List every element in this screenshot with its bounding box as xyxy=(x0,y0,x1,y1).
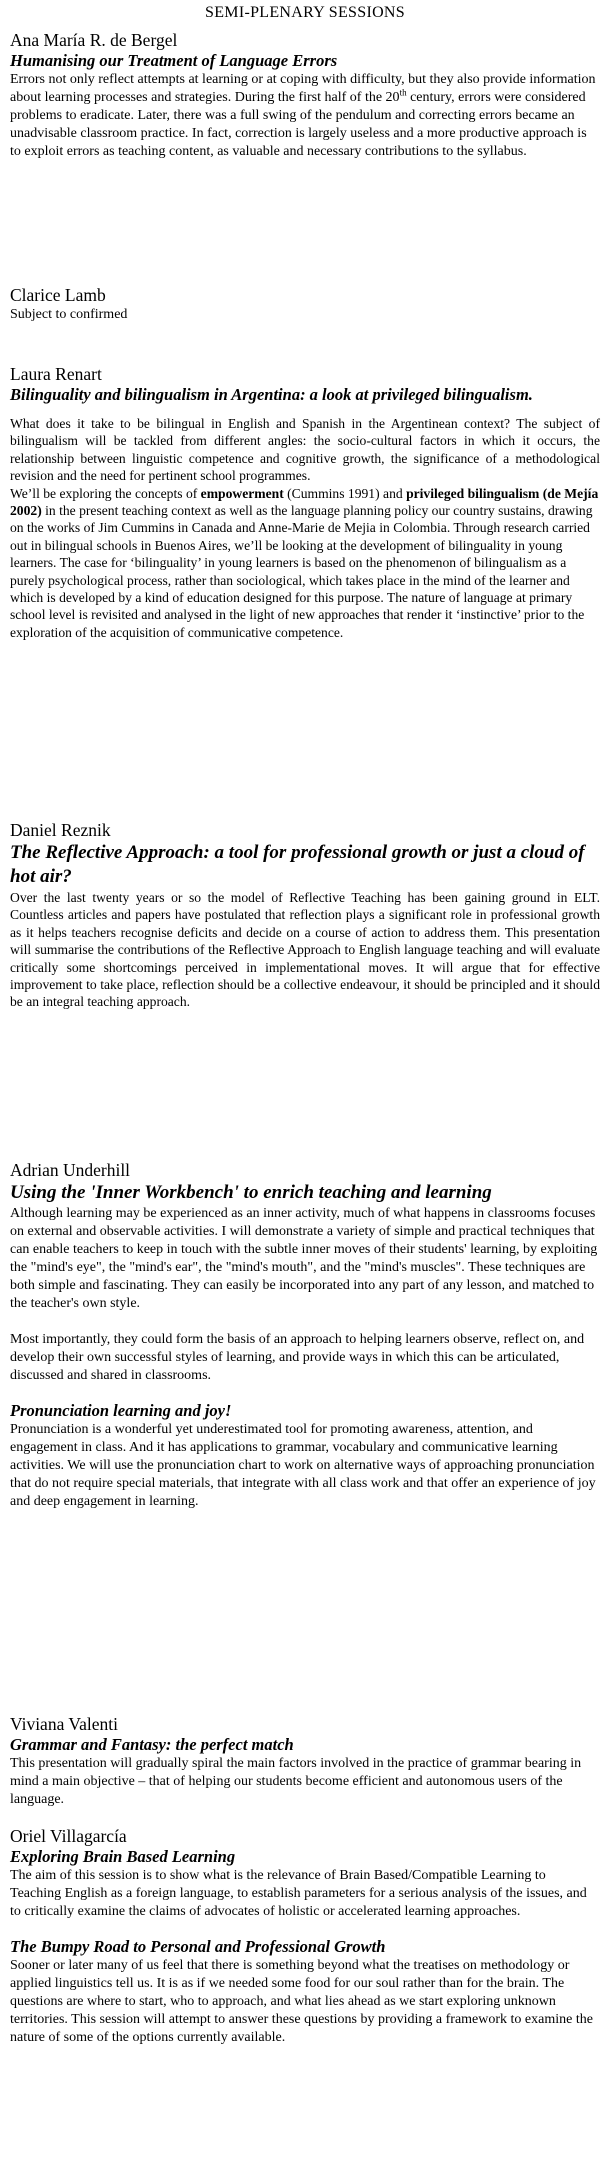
talk-abstract: Errors not only reflect attempts at learning or at coping with difficulty, but they also provide information about learning processes and strategies. During the first half of the 20th century, errors were considered problems to eradicate. Later, there was a full swing of the pendulum and correcting errors became an unadvisable classroom practice. In fact, correction is largely useless and a more productive approach is to exploit errors as teaching content, as valuable and necessary contributions to the syllabus. xyxy=(10,72,596,159)
session-bergel xyxy=(10,30,600,161)
speaker-name: Clarice Lamb xyxy=(10,285,106,305)
second-talk-title: Pronunciation learning and joy! xyxy=(10,1401,232,1420)
document-page xyxy=(10,0,600,2045)
talk-title: Exploring Brain Based Learning xyxy=(10,1847,236,1866)
session-lamb xyxy=(10,285,600,324)
speaker-name: Oriel Villagarcía xyxy=(10,1826,127,1846)
page-title: SEMI-PLENARY SESSIONS xyxy=(205,4,405,21)
session-reznik xyxy=(10,820,600,1011)
session-valenti xyxy=(10,1714,600,1809)
talk-abstract: The aim of this session is to show what is the relevance of Brain Based/Compatible Learning to Teaching English as a foreign language, to establish parameters for a serious analysis of the issues, and to critically examine the claims of advocates of holistic or accelerated learning approaches. xyxy=(10,1868,587,1919)
talk-abstract-paragraph: We’ll be exploring the concepts of empowerment (Cummins 1991) and privileged bilingualism (de Mejía 2002) in the present teaching context as well as the language planning policy our country sustains, drawing on the works of Jim Cummins in Canada and Anne-Marie de Mejia in Colombia. Through research carried out in bilingual schools in Buenos Aires, we’ll be looking at the development of bilinguality in young learners. The case for ‘bilinguality’ in young learners is based on the phenomenon of bilingualism as a purely psychological process, rather than sociological, which takes place in the mind of the learner and which is developed by a kind of education designed for this purpose. The nature of language at primary school level is revisited and analysed in the light of new approaches that render it ‘instinctive’ prior to the exploration of the acquisition of communicative competence. xyxy=(10,485,599,640)
session-note: Subject to confirmed xyxy=(10,307,128,322)
second-talk-abstract: Sooner or later many of us feel that there is something beyond what the treatises on methodology or applied linguistics tell us. It is as if we needed some food for our soul rather than for the brain. The questions are where to start, who to approach, and what lies ahead as we start exploring unknown territories. This session will attempt to answer these questions by providing a framework to examine the nature of some of the options currently available. xyxy=(10,1958,593,2045)
speaker-name: Laura Renart xyxy=(10,364,102,384)
talk-title: The Reflective Approach: a tool for professional growth or just a cloud of hot air? xyxy=(10,842,585,887)
speaker-name: Adrian Underhill xyxy=(10,1160,131,1180)
session-underhill xyxy=(10,1160,600,1511)
talk-abstract: This presentation will gradually spiral the main factors involved in the practice of grammar bearing in mind a main objective – that of helping our students become efficient and autonomous users of the language. xyxy=(10,1756,582,1807)
speaker-name: Ana María R. de Bergel xyxy=(10,30,178,50)
talk-abstract-paragraph: Although learning may be experienced as an inner activity, much of what happens in classrooms focuses on external and observable activities. I will demonstrate a variety of simple and practical techniques that can enable teachers to keep in touch with the subtle inner moves of their students' learning, by exploiting the "mind's eye", the "mind's ear", the "mind's mouth", and the "mind's muscles". These techniques are both simple and fascinating. They can easily be incorporated into any part of any lesson, and matched to the teacher's own style. xyxy=(10,1206,598,1311)
talk-abstract-paragraph: Most importantly, they could form the basis of an approach to helping learners observe, reflect on, and develop their own successful styles of learning, and provide ways in which this can be articulated, discussed and shared in classrooms. xyxy=(10,1332,585,1383)
speaker-name: Viviana Valenti xyxy=(10,1714,118,1734)
speaker-name: Daniel Reznik xyxy=(10,820,111,840)
session-villagarcia xyxy=(10,1826,600,2047)
talk-abstract-paragraph: What does it take to be bilingual in English and Spanish in the Argentinean context? The subject of bilingualism will be tackled from different angles: the socio-cultural factors in which it occurs, the relationship between linguistic competence and cognitive growth, the significance of a methodological revision and the need for pertinent school programmes. xyxy=(10,416,600,484)
talk-title: Using the 'Inner Workbench' to enrich teaching and learning xyxy=(10,1182,492,1203)
session-renart xyxy=(10,364,600,641)
talk-title: Bilinguality and bilingualism in Argentina: a look at privileged bilingualism. xyxy=(10,385,533,404)
second-talk-title: The Bumpy Road to Personal and Professional Growth xyxy=(10,1937,386,1956)
talk-abstract: Over the last twenty years or so the model of Reflective Teaching has been gaining ground in ELT. Countless articles and papers have postulated that reflection plays a significant role in professional growth as it helps teachers recognise deficits and decide on a course of action to address them. This presentation will summarise the contributions of the Reflective Approach to English language teaching and will evaluate critically some shortcomings perceived in implementational moves. It will argue that for effective improvement to take place, reflection should be a collective endeavour, it should be principled and it should be an integral teaching approach. xyxy=(10,890,600,1010)
talk-title: Grammar and Fantasy: the perfect match xyxy=(10,1735,294,1754)
talk-title: Humanising our Treatment of Language Errors xyxy=(10,51,338,70)
second-talk-abstract: Pronunciation is a wonderful yet underestimated tool for promoting awareness, attention, and engagement in class. And it has applications to grammar, vocabulary and communicative learning activities. We will use the pronunciation chart to work on alternative ways of approaching pronunciation that do not require special materials, that integrate with all class work and that offer an experience of joy and deep engagement in learning. xyxy=(10,1422,596,1509)
